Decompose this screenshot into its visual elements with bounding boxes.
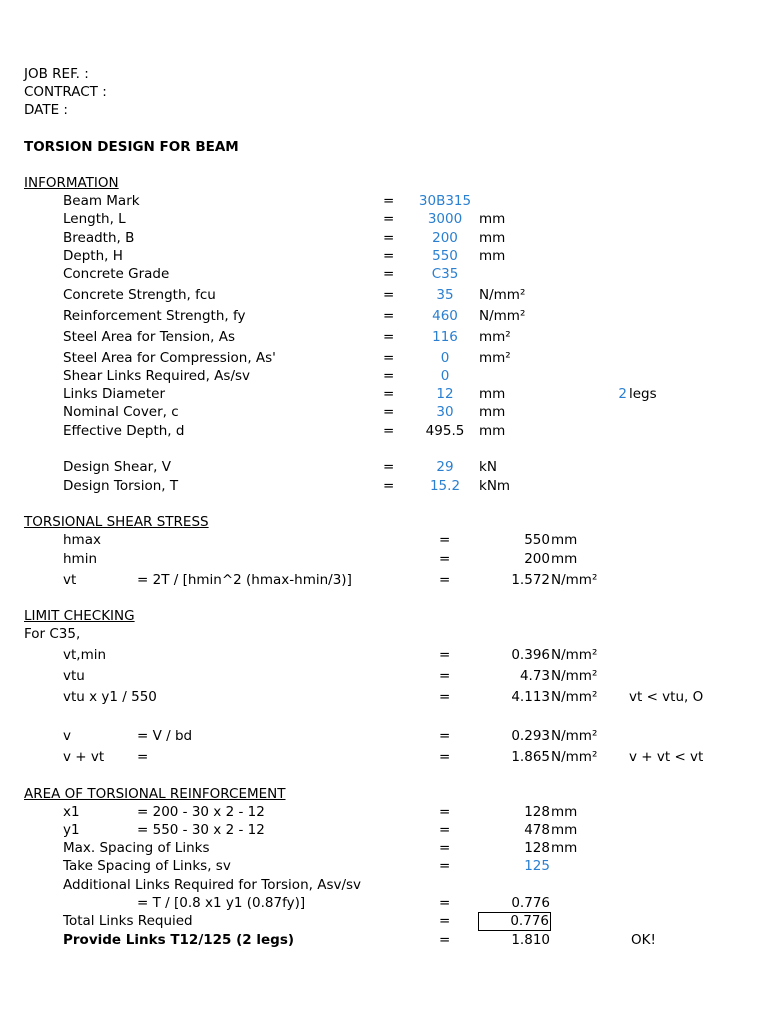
calc-unit: N/mm²	[551, 668, 598, 684]
calc-value: 4.73	[519, 668, 550, 684]
info-label: Links Diameter	[63, 386, 165, 402]
info-unit: mm	[479, 404, 506, 420]
equals-sign: =	[439, 895, 451, 911]
calc-unit: mm	[551, 840, 578, 856]
info-value: 29	[436, 459, 454, 475]
equals-sign: =	[439, 668, 451, 684]
equals-sign: =	[383, 248, 395, 264]
provide-links-value: 1.810	[511, 932, 550, 948]
calc-unit: N/mm²	[551, 572, 598, 588]
calc-value: 550	[524, 532, 550, 548]
info-label: Steel Area for Tension, As	[63, 329, 235, 345]
page-title: TORSION DESIGN FOR BEAM	[24, 139, 239, 155]
info-unit: kN	[479, 459, 497, 475]
calc-value: 128	[524, 804, 550, 820]
calc-unit: mm	[551, 551, 578, 567]
calc-unit: mm	[551, 804, 578, 820]
date-label: DATE :	[24, 102, 68, 118]
check-note: v + vt < vt	[629, 749, 704, 765]
calc-formula: =	[137, 749, 149, 765]
calc-value: 1.572	[511, 572, 550, 588]
info-unit: mm²	[479, 329, 511, 345]
info-label: Design Torsion, T	[63, 478, 179, 494]
calc-value: 200	[524, 551, 550, 567]
legs-label: legs	[629, 386, 657, 402]
info-value: 30B315	[418, 193, 472, 209]
equals-sign: =	[439, 840, 451, 856]
equals-sign: =	[383, 329, 395, 345]
info-label: Concrete Grade	[63, 266, 170, 282]
info-value: 550	[432, 248, 458, 264]
equals-sign: =	[439, 932, 451, 948]
info-value: 35	[436, 287, 454, 303]
check-note: vt < vtu, O	[629, 689, 704, 705]
information-heading: INFORMATION	[24, 175, 119, 191]
calc-value: 478	[524, 822, 550, 838]
info-label: Nominal Cover, c	[63, 404, 179, 420]
info-label: Design Shear, V	[63, 459, 171, 475]
calc-label: Max. Spacing of Links	[63, 840, 210, 856]
total-links-value: 0.776	[478, 912, 551, 931]
calc-label: x1	[63, 804, 80, 820]
info-value: 30	[436, 404, 454, 420]
info-unit: mm	[479, 386, 506, 402]
info-label: Length, L	[63, 211, 126, 227]
provide-links-label: Provide Links T12/125 (2 legs)	[63, 932, 295, 948]
calc-label: v	[63, 728, 71, 744]
area-reinforcement-heading: AREA OF TORSIONAL REINFORCEMENT	[24, 786, 286, 802]
calc-unit: N/mm²	[551, 749, 598, 765]
total-links-label: Total Links Requied	[63, 913, 193, 929]
equals-sign: =	[383, 423, 395, 439]
equals-sign: =	[383, 368, 395, 384]
equals-sign: =	[383, 478, 395, 494]
info-label: Concrete Strength, fcu	[63, 287, 216, 303]
info-value: 495.5	[425, 423, 465, 439]
equals-sign: =	[439, 532, 451, 548]
equals-sign: =	[383, 404, 395, 420]
info-unit: mm	[479, 248, 506, 264]
equals-sign: =	[439, 728, 451, 744]
equals-sign: =	[439, 822, 451, 838]
calc-value: 1.865	[511, 749, 550, 765]
calc-formula: = 550 - 30 x 2 - 12	[137, 822, 265, 838]
calc-label: Take Spacing of Links, sv	[63, 858, 231, 874]
info-value: 15.2	[429, 478, 461, 494]
calc-label: y1	[63, 822, 80, 838]
info-label: Beam Mark	[63, 193, 140, 209]
calc-formula: = V / bd	[137, 728, 193, 744]
equals-sign: =	[439, 647, 451, 663]
info-value: 116	[432, 329, 458, 345]
calc-label: hmin	[63, 551, 98, 567]
info-label: Depth, H	[63, 248, 123, 264]
info-value: 0	[440, 350, 450, 366]
equals-sign: =	[439, 551, 451, 567]
contract-label: CONTRACT :	[24, 84, 107, 100]
calc-label: vt	[63, 572, 77, 588]
calc-label: vt,min	[63, 647, 107, 663]
equals-sign: =	[383, 211, 395, 227]
info-unit: mm²	[479, 350, 511, 366]
calc-formula: = 200 - 30 x 2 - 12	[137, 804, 265, 820]
info-unit: mm	[479, 211, 506, 227]
status-ok: OK!	[631, 932, 656, 948]
info-label: Effective Depth, d	[63, 423, 185, 439]
info-label: Steel Area for Compression, As'	[63, 350, 276, 366]
grade-label: For C35,	[24, 626, 81, 642]
equals-sign: =	[383, 230, 395, 246]
equals-sign: =	[383, 308, 395, 324]
equals-sign: =	[383, 350, 395, 366]
info-value: 460	[432, 308, 458, 324]
equals-sign: =	[439, 689, 451, 705]
additional-links-value: 0.776	[511, 895, 550, 911]
calc-unit: mm	[551, 822, 578, 838]
calc-formula: = 2T / [hmin^2 (hmax-hmin/3)]	[137, 572, 352, 588]
calc-value: 0.293	[511, 728, 550, 744]
info-value: C35	[431, 266, 459, 282]
calc-label: vtu	[63, 668, 85, 684]
info-label: Reinforcement Strength, fy	[63, 308, 246, 324]
equals-sign: =	[383, 459, 395, 475]
info-unit: N/mm²	[479, 308, 526, 324]
calc-formula: = T / [0.8 x1 y1 (0.87fy)]	[137, 895, 306, 911]
info-unit: mm	[479, 230, 506, 246]
calc-unit: N/mm²	[551, 689, 598, 705]
info-label: Breadth, B	[63, 230, 135, 246]
spacing-input-value: 125	[524, 858, 550, 874]
equals-sign: =	[439, 858, 451, 874]
equals-sign: =	[439, 572, 451, 588]
info-unit: mm	[479, 423, 506, 439]
calc-unit: mm	[551, 532, 578, 548]
info-label: Shear Links Required, As/sv	[63, 368, 251, 384]
torsional-shear-heading: TORSIONAL SHEAR STRESS	[24, 514, 209, 530]
calc-value: 4.113	[511, 689, 550, 705]
equals-sign: =	[383, 193, 395, 209]
info-value: 200	[432, 230, 458, 246]
calc-unit: N/mm²	[551, 647, 598, 663]
calc-label: hmax	[63, 532, 101, 548]
info-value: 12	[436, 386, 454, 402]
equals-sign: =	[383, 386, 395, 402]
info-unit: N/mm²	[479, 287, 526, 303]
info-value: 3000	[427, 211, 463, 227]
equals-sign: =	[439, 913, 451, 929]
calc-unit: N/mm²	[551, 728, 598, 744]
job-ref-label: JOB REF. :	[24, 66, 89, 82]
limit-checking-heading: LIMIT CHECKING	[24, 608, 135, 624]
calc-value: 128	[524, 840, 550, 856]
calc-value: 0.396	[511, 647, 550, 663]
additional-links-label: Additional Links Required for Torsion, Asv/sv	[63, 877, 362, 893]
calc-label: v + vt	[63, 749, 105, 765]
equals-sign: =	[439, 804, 451, 820]
info-value: 0	[440, 368, 450, 384]
equals-sign: =	[383, 287, 395, 303]
legs-count: 2	[618, 386, 627, 402]
equals-sign: =	[383, 266, 395, 282]
equals-sign: =	[439, 749, 451, 765]
calc-label: vtu x y1 / 550	[63, 689, 157, 705]
info-unit: kNm	[479, 478, 511, 494]
